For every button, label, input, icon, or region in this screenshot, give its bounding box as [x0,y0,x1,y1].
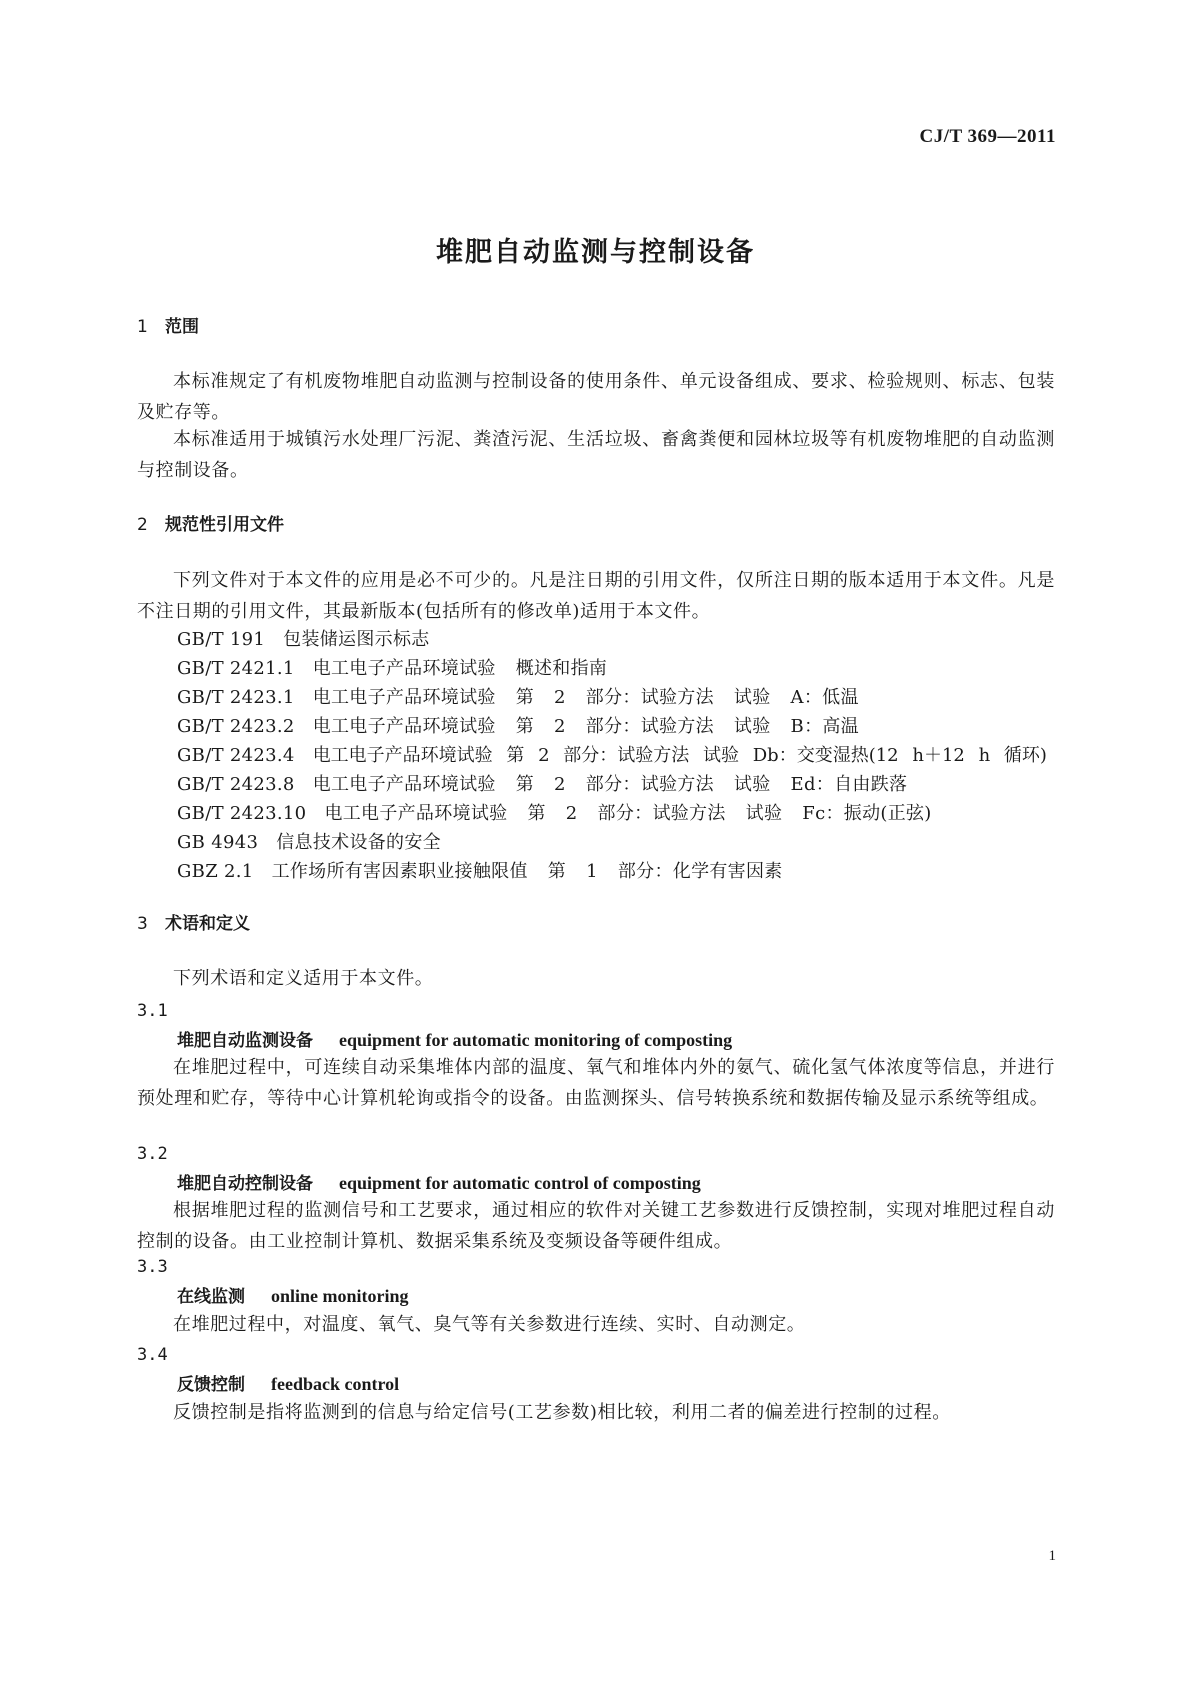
reference-item [177,803,932,825]
term-entry [177,1172,701,1195]
reference-item [177,861,783,883]
paragraph: 本标准规定了有机废物堆肥自动监测与控制设备的使用条件、单元设备组成、要求、检验规则、标志、包装及贮存等。 [137,371,1055,423]
term-english: equipment for automatic control of composting [339,1173,701,1193]
clause-number: 3.2 [137,1144,168,1164]
reference-code: GB/T 2421.1 [177,658,295,679]
section-number: 2 [137,515,148,535]
reference-item [177,716,859,738]
reference-code: GBZ 2.1 [177,861,254,882]
paragraph: 下列术语和定义适用于本文件。 [173,968,434,989]
reference-item [177,629,430,651]
reference-title: 包装储运图示标志 [283,629,430,650]
term-entry [177,1373,399,1396]
reference-title: 信息技术设备的安全 [276,832,441,853]
section-1-heading [137,316,199,338]
section-title: 范围 [165,317,199,337]
reference-title: 电工电子产品环境试验 第 2 部分：试验方法 试验 A：低温 [312,687,859,708]
reference-code: GB/T 2423.4 [177,745,295,766]
reference-title: 电工电子产品环境试验 第 2 部分：试验方法 试验 B：高温 [312,716,859,737]
section-number: 1 [137,317,148,337]
clause-number: 3.4 [137,1345,168,1365]
reference-code: GB/T 2423.2 [177,716,295,737]
term-english: equipment for automatic monitoring of composting [339,1030,733,1050]
reference-code: GB/T 191 [177,629,266,650]
term-chinese: 反馈控制 [177,1375,245,1395]
reference-title: 电工电子产品环境试验 概述和指南 [312,658,608,679]
term-english: feedback control [271,1374,400,1394]
section-3-heading [137,913,250,935]
term-definition: 反馈控制是指将监测到的信息与给定信号(工艺参数)相比较，利用二者的偏差进行控制的过程。 [173,1402,951,1423]
section-title: 术语和定义 [165,914,250,934]
reference-title: 电工电子产品环境试验 第 2 部分：试验方法 试验 Fc：振动(正弦) [324,803,932,824]
reference-title: 电工电子产品环境试验 第 2 部分：试验方法 试验 Db：交变湿热(12 h＋12 h 循环) [312,745,1047,766]
section-2-heading [137,514,284,536]
term-definition: 根据堆肥过程的监测信号和工艺要求，通过相应的软件对关键工艺参数进行反馈控制，实现对堆肥过程自动控制的设备。由工业控制计算机、数据采集系统及变频设备等硬件组成。 [137,1200,1055,1252]
reference-item [177,745,1047,767]
paragraph: 本标准适用于城镇污水处理厂污泥、粪渣污泥、生活垃圾、畜禽粪便和园林垃圾等有机废物堆肥的自动监测与控制设备。 [137,429,1055,481]
clause-number: 3.1 [137,1001,168,1021]
reference-title: 工作场所有害因素职业接触限值 第 1 部分：化学有害因素 [271,861,783,882]
term-chinese: 堆肥自动控制设备 [177,1174,313,1194]
reference-item [177,832,441,854]
clause-number: 3.3 [137,1257,168,1277]
term-entry [177,1285,409,1308]
section-title: 规范性引用文件 [165,515,284,535]
reference-title: 电工电子产品环境试验 第 2 部分：试验方法 试验 Ed：自由跌落 [312,774,908,795]
reference-code: GB/T 2423.1 [177,687,295,708]
reference-code: GB/T 2423.8 [177,774,295,795]
term-english: online monitoring [271,1286,409,1306]
reference-code: GB 4943 [177,832,259,853]
document-title: 堆肥自动监测与控制设备 [436,237,755,268]
term-chinese: 堆肥自动监测设备 [177,1031,313,1051]
section-number: 3 [137,914,148,934]
term-definition: 在堆肥过程中，对温度、氧气、臭气等有关参数进行连续、实时、自动测定。 [173,1314,806,1335]
standard-code: CJ/T 369—2011 [919,126,1056,147]
reference-item [177,774,907,796]
reference-item [177,687,859,709]
term-chinese: 在线监测 [177,1287,245,1307]
page-number: 1 [1048,1548,1056,1564]
term-entry [177,1029,732,1052]
reference-code: GB/T 2423.10 [177,803,307,824]
reference-item [177,658,607,680]
paragraph: 下列文件对于本文件的应用是必不可少的。凡是注日期的引用文件，仅所注日期的版本适用于本文件。凡是不注日期的引用文件，其最新版本(包括所有的修改单)适用于本文件。 [137,570,1055,622]
term-definition: 在堆肥过程中，可连续自动采集堆体内部的温度、氧气和堆体内外的氨气、硫化氢气体浓度等信息，并进行预处理和贮存，等待中心计算机轮询或指令的设备。由监测探头、信号转换系统和数据传输及显示系统等组成。 [137,1057,1055,1109]
